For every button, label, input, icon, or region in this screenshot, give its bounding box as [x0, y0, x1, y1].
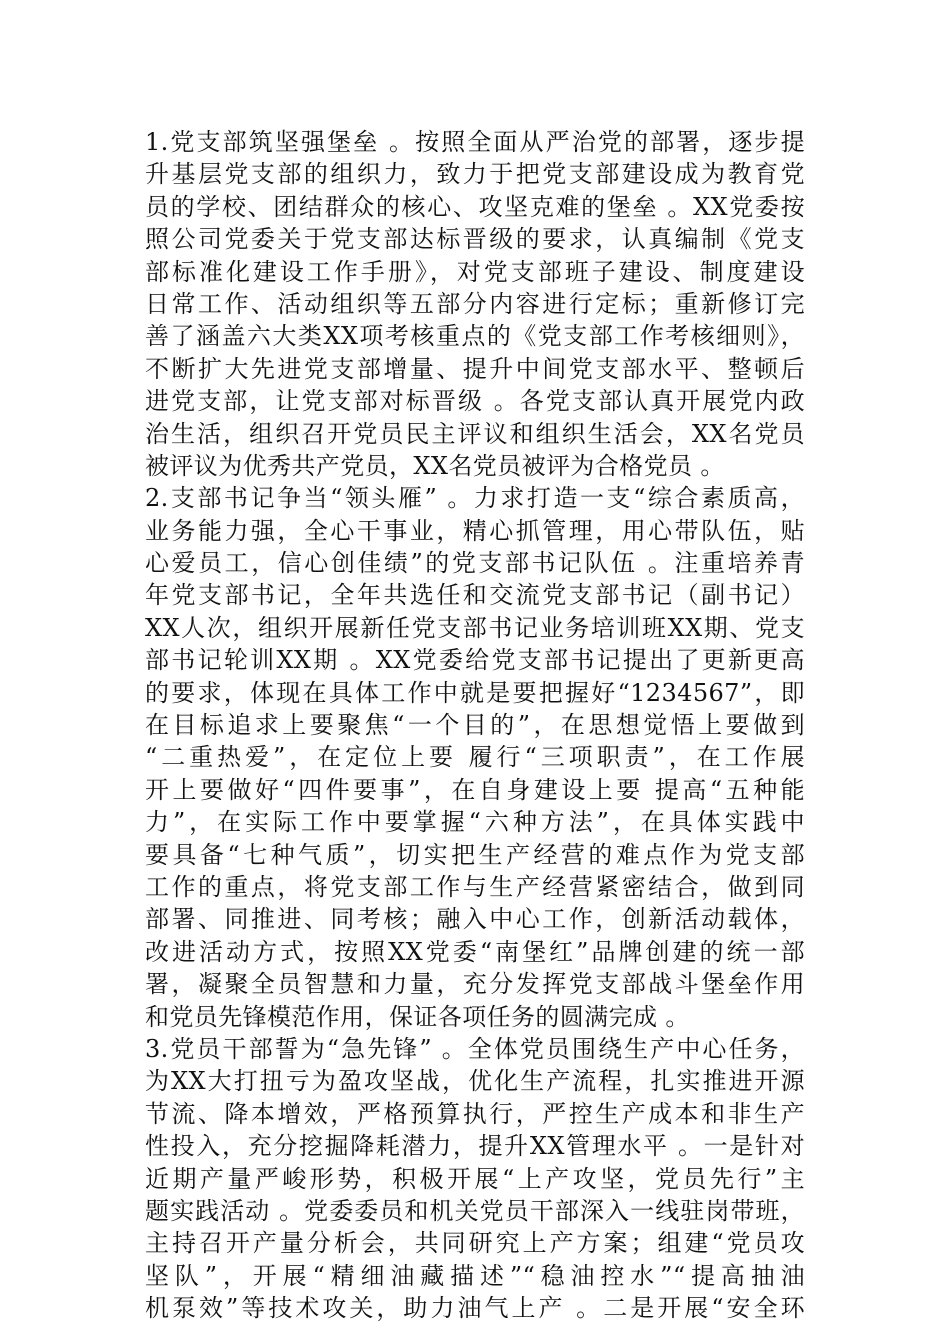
text-line: 节流、降本增效，严格预算执行，严控生产成本和非生产: [145, 1099, 805, 1128]
text-line: 被评议为优秀共产党员，XX名党员被评为合格党员 。: [145, 451, 725, 480]
text-line: 为XX大打扭亏为盈攻坚战，优化生产流程，扎实推进开源: [145, 1067, 805, 1096]
text-line: 年党支部书记，全年共选任和交流党支部书记（副书记）: [145, 581, 805, 610]
text-line: 力”，在实际工作中要掌握“六种方法”，在具体实践中: [145, 808, 805, 837]
text-line: 主持召开产量分析会，共同研究上产方案；组建“党员攻: [145, 1229, 805, 1258]
text-line: 升基层党支部的组织力，致力于把党支部建设成为教育党: [145, 160, 805, 189]
text-line: 3.党员干部誓为“急先锋” 。全体党员围绕生产中心任务，: [145, 1034, 805, 1063]
text-line: 的要求，体现在具体工作中就是要把握好“1234567”，即: [145, 678, 805, 707]
text-line: 机泵效”等技术攻关，助力油气上产 。二是开展“安全环: [145, 1294, 805, 1323]
text-line: XX人次，组织开展新任党支部书记业务培训班XX期、党支: [145, 613, 805, 642]
text-line: 善了涵盖六大类XX项考核重点的《党支部工作考核细则》，: [145, 322, 805, 351]
text-line: 治生活，组织召开党员民主评议和组织生活会，XX名党员: [145, 419, 805, 448]
text-line: 日常工作、活动组织等五部分内容进行定标；重新修订完: [145, 289, 805, 318]
text-line: 性投入，充分挖掘降耗潜力，提升XX管理水平 。一是针对: [145, 1132, 805, 1161]
text-line: “二重热爱”，在定位上要 履行“三项职责”，在工作展: [145, 743, 805, 772]
text-line: 心爱员工，信心创佳绩”的党支部书记队伍 。注重培养青: [145, 549, 805, 578]
text-line: 进党支部，让党支部对标晋级 。各党支部认真开展党内政: [145, 387, 805, 416]
text-line: 近期产量严峻形势，积极开展“上产攻坚，党员先行”主: [145, 1164, 805, 1193]
text-line: 在目标追求上要聚焦“一个目的”，在思想觉悟上要做到: [145, 711, 805, 740]
text-line: 署，凝聚全员智慧和力量，充分发挥党支部战斗堡垒作用: [145, 970, 805, 999]
text-line: 题实践活动 。党委委员和机关党员干部深入一线驻岗带班，: [145, 1196, 805, 1225]
document-body: [145, 126, 805, 1324]
text-line: 2.支部书记争当“领头雁” 。力求打造一支“综合素质高，: [145, 484, 805, 513]
text-line: 业务能力强，全心干事业，精心抓管理，用心带队伍，贴: [145, 516, 805, 545]
text-line: 改进活动方式，按照XX党委“南堡红”品牌创建的统一部: [145, 937, 805, 966]
text-line: 照公司党委关于党支部达标晋级的要求，认真编制《党支: [145, 225, 805, 254]
text-line: 和党员先锋模范作用，保证各项任务的圆满完成 。: [145, 1002, 690, 1031]
text-line: 开上要做好“四件要事”，在自身建设上要 提高“五种能: [145, 775, 805, 804]
text-line: 工作的重点，将党支部工作与生产经营紧密结合，做到同: [145, 872, 805, 901]
text-line: 部书记轮训XX期 。XX党委给党支部书记提出了更新更高: [145, 646, 805, 675]
text-line: 部标准化建设工作手册》，对党支部班子建设、制度建设: [145, 257, 805, 286]
text-line: 员的学校、团结群众的核心、攻坚克难的堡垒 。XX党委按: [145, 192, 805, 221]
text-line: 部署、同推进、同考核；融入中心工作，创新活动载体，: [145, 905, 805, 934]
text-line: 不断扩大先进党支部增量、提升中间党支部水平、整顿后: [145, 354, 805, 383]
text-line: 要具备“七种气质”，切实把生产经营的难点作为党支部: [145, 840, 805, 869]
text-line: 1.党支部筑坚强堡垒 。按照全面从严治党的部署，逐步提: [145, 128, 805, 156]
text-line: 坚队”，开展“精细油藏描述”“稳油控水”“提高抽油: [145, 1261, 805, 1290]
